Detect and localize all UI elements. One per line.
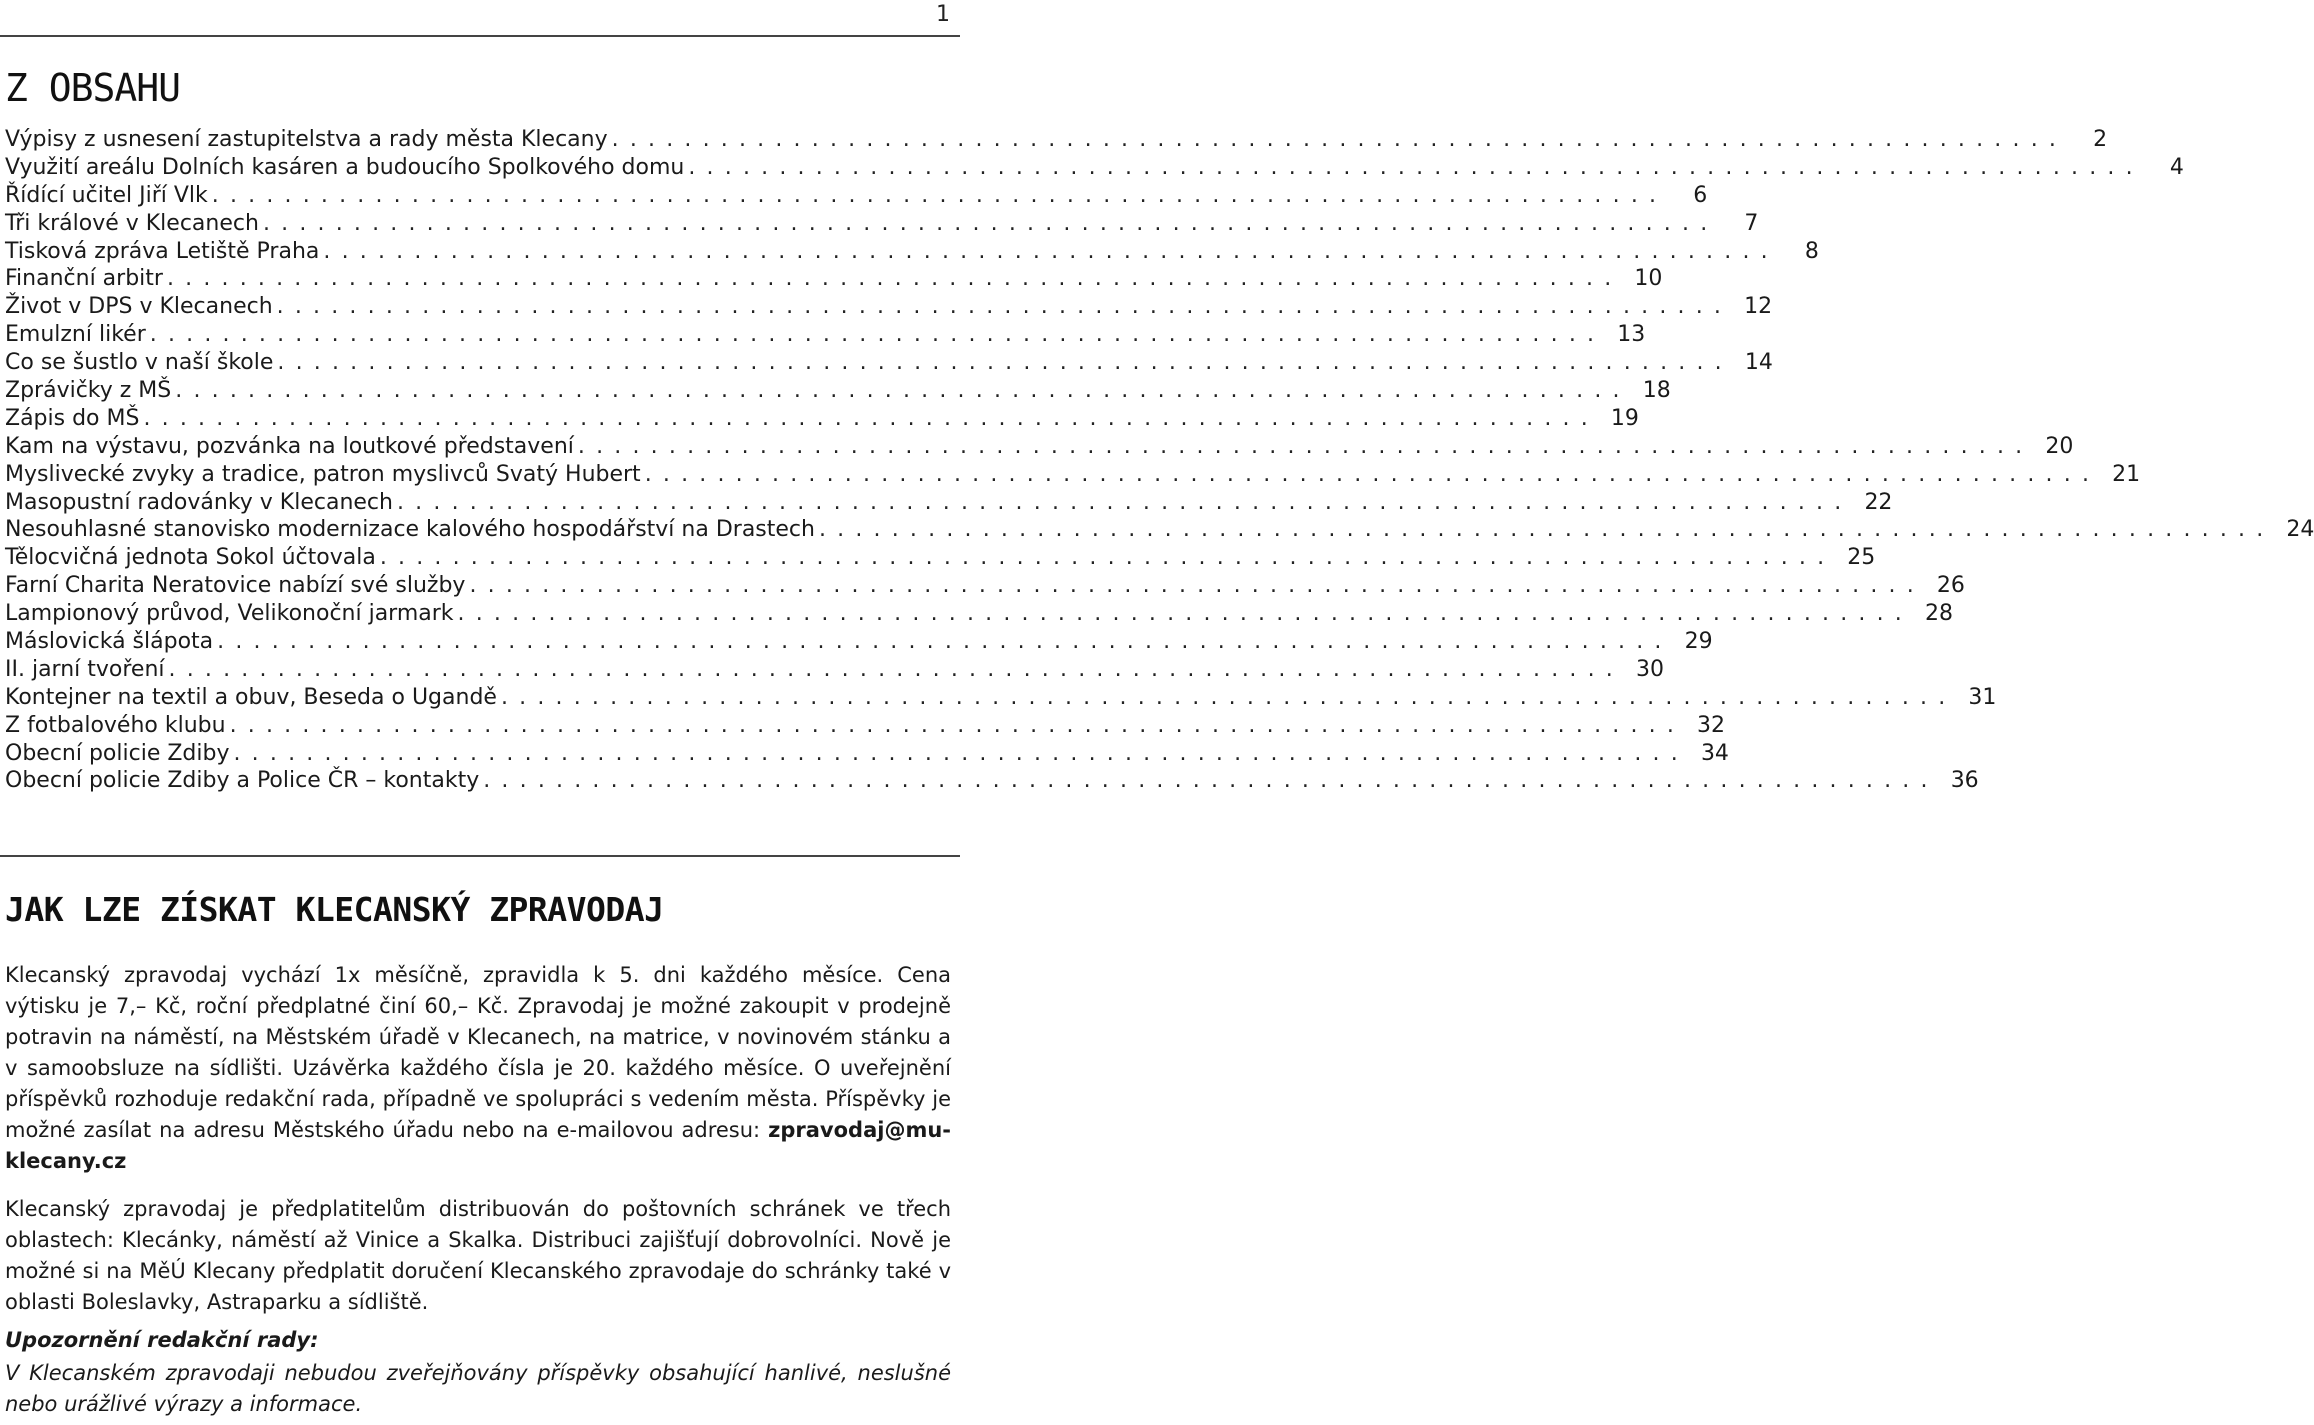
toc-item-title: Máslovická šlápota xyxy=(5,629,214,655)
toc-leader-dots: ................................................................................ xyxy=(500,684,1957,710)
toc-item-page: 32 xyxy=(1697,712,1726,738)
page-number: 1 xyxy=(936,2,950,27)
toc-leader-dots: ................................................................................ xyxy=(611,127,2068,152)
toc-item-title: Řídící učitel Jiří Vlk xyxy=(5,182,208,208)
toc-leader-dots: ................................................................................ xyxy=(469,573,1925,599)
toc-item-title: Život v DPS v Klecanech xyxy=(5,294,273,320)
toc-item[interactable] xyxy=(5,182,1708,210)
toc-item[interactable] xyxy=(5,154,2184,182)
toc-item-page: 4 xyxy=(2169,154,2184,180)
subscription-paragraph-1 xyxy=(5,960,951,1177)
toc-item-title: Tělocvičná jednota Sokol účtovala xyxy=(5,545,376,571)
toc-item-title: II. jarní tvoření xyxy=(5,656,165,682)
toc-item[interactable] xyxy=(5,126,2108,154)
toc-item[interactable] xyxy=(5,628,1713,656)
toc-leader-dots: ................................................................................ xyxy=(577,433,2034,459)
toc-item-title: Tisková zpráva Letiště Praha xyxy=(5,238,320,264)
toc-item-page: 29 xyxy=(1684,629,1713,655)
toc-item-page: 25 xyxy=(1847,545,1876,571)
toc-leader-dots: ................................................................................ xyxy=(379,545,1836,571)
toc-item-title: Masopustní radovánky v Klecanech xyxy=(5,489,393,515)
toc-item[interactable] xyxy=(5,740,1729,768)
toc-item[interactable] xyxy=(5,656,1664,684)
toc-item-page: 28 xyxy=(1925,601,1953,627)
toc-item-title: Z fotbalového klubu xyxy=(5,712,226,738)
toc-item-title: Výpisy z usnesení zastupitelstva a rady města Klecany xyxy=(5,127,608,152)
toc-item[interactable] xyxy=(5,516,2314,544)
toc-item-page: 24 xyxy=(2286,517,2314,543)
toc-item-page: 30 xyxy=(1635,656,1664,682)
email-link[interactable]: zpravodaj@mu-klecany.cz xyxy=(5,1118,951,1173)
toc-item[interactable] xyxy=(5,377,1671,405)
toc-item-title: Lampionový průvod, Velikonoční jarmark xyxy=(5,601,454,627)
toc-leader-dots: ................................................................................ xyxy=(276,294,1733,320)
toc-item[interactable] xyxy=(5,572,1965,600)
toc-item-title: Zápis do MŠ xyxy=(5,405,140,431)
toc-item[interactable] xyxy=(5,265,1663,293)
toc-item[interactable] xyxy=(5,405,1639,433)
toc-item[interactable] xyxy=(5,489,1893,517)
toc-item[interactable] xyxy=(5,293,1773,321)
toc-item-page: 14 xyxy=(1744,350,1773,376)
distribution-paragraph: Klecanský zpravodaj je předplatitelům distribuován do poštovních schránek ve třech oblastech: Klecánky, náměstí až Vinice a Skalka. Distribuci zajišťují dobrovolníci. Nově je možné si na MěÚ Klecany předplatit doručení Klecanského zpravodaje do schránky také v oblasti Boleslavky, Astraparku a sídliště. xyxy=(5,1197,951,1314)
toc-item[interactable] xyxy=(5,712,1726,740)
toc-item-page: 8 xyxy=(1804,238,1819,264)
toc-item-page: 6 xyxy=(1693,182,1708,208)
toc-item-page: 20 xyxy=(2045,433,2074,459)
toc-item-page: 2 xyxy=(2093,127,2108,152)
toc-item-page: 13 xyxy=(1617,322,1646,348)
toc-item-page: 34 xyxy=(1700,740,1729,766)
toc-leader-dots: ................................................................................ xyxy=(175,378,1631,404)
toc-leader-dots: ................................................................................ xyxy=(168,656,1624,682)
toc-item-title: Myslivecké zvyky a tradice, patron myslivců Svatý Hubert xyxy=(5,461,641,487)
toc-item[interactable] xyxy=(5,321,1646,349)
toc-item-title: Emulzní likér xyxy=(5,322,146,348)
toc-leader-dots: ................................................................................ xyxy=(229,712,1686,738)
toc-item[interactable] xyxy=(5,684,1997,712)
toc-leader-dots: ................................................................................ xyxy=(323,238,1779,264)
toc-item-title: Tři králové v Klecanech xyxy=(5,210,259,236)
toc-leader-dots: ................................................................................ xyxy=(262,210,1719,236)
toc-item[interactable] xyxy=(5,349,1773,377)
toc-item-title: Zprávičky z MŠ xyxy=(5,378,172,404)
toc-item[interactable] xyxy=(5,600,1953,628)
toc-item-title: Obecní policie Zdiby a Police ČR – kontakty xyxy=(5,768,480,794)
toc-leader-dots: ................................................................................ xyxy=(396,489,1853,515)
toc-leader-dots: ................................................................................ xyxy=(644,461,2101,487)
toc-item-page: 36 xyxy=(1950,768,1979,794)
toc-leader-dots: ................................................................................ xyxy=(483,768,1939,794)
toc-item-title: Využití areálu Dolních kasáren a budoucího Spolkového domu xyxy=(5,154,685,180)
toc-leader-dots: ................................................................................ xyxy=(457,601,1913,627)
toc-item-title: Farní Charita Neratovice nabízí své služby xyxy=(5,573,466,599)
toc-item-title: Kontejner na textil a obuv, Beseda o Ugandě xyxy=(5,684,497,710)
toc-item[interactable] xyxy=(5,238,1819,266)
toc-leader-dots: ................................................................................ xyxy=(211,182,1668,208)
toc-item-title: Kam na výstavu, pozvánka na loutkové představení xyxy=(5,433,574,459)
toc-item-title: Finanční arbitr xyxy=(5,266,163,292)
toc-item-page: 21 xyxy=(2112,461,2141,487)
notice-title: Upozornění redakční rady: xyxy=(5,1328,319,1352)
section-divider xyxy=(0,855,960,857)
toc-item[interactable] xyxy=(5,461,2141,489)
top-rule xyxy=(0,35,960,37)
table-of-contents xyxy=(5,126,2314,795)
toc-leader-dots: ................................................................................ xyxy=(688,154,2144,180)
toc-item-title: Nesouhlasné stanovisko modernizace kalového hospodářství na Drastech xyxy=(5,517,815,543)
contents-heading: Z OBSAHU xyxy=(5,66,181,110)
subscription-heading: JAK LZE ZÍSKAT KLECANSKÝ ZPRAVODAJ xyxy=(5,890,664,929)
notice-text: V Klecanském zpravodaji nebudou zveřejňovány příspěvky obsahující hanlivé, neslušné nebo urážlivé výrazy a informace. xyxy=(5,1361,951,1416)
toc-item-page: 22 xyxy=(1864,489,1893,515)
toc-item-page: 7 xyxy=(1744,210,1759,236)
toc-item[interactable] xyxy=(5,544,1876,572)
toc-item-page: 26 xyxy=(1936,573,1965,599)
toc-item[interactable] xyxy=(5,767,1979,795)
toc-item[interactable] xyxy=(5,210,1759,238)
toc-item-page: 18 xyxy=(1642,378,1671,404)
toc-item[interactable] xyxy=(5,433,2074,461)
toc-leader-dots: ................................................................................ xyxy=(217,629,1673,655)
toc-item-page: 19 xyxy=(1610,405,1639,431)
toc-item-title: Obecní policie Zdiby xyxy=(5,740,230,766)
toc-leader-dots: ................................................................................ xyxy=(233,740,1689,766)
toc-item-page: 10 xyxy=(1634,266,1663,292)
toc-item-title: Co se šustlo v naší škole xyxy=(5,350,274,376)
toc-leader-dots: ................................................................................ xyxy=(166,266,1623,292)
subscription-text: Klecanský zpravodaj vychází 1x měsíčně, zpravidla k 5. dni každého měsíce. Cena výtisku je 7,– Kč, roční předplatné činí 60,– Kč. Zpravodaj je možné zakoupit v prodejně potravin na náměstí, na Městském úřadě v Klecanech, na matrice, v novinovém stánku a v samoobsluze na sídlišti. Uzávěrka každého čísla je 20. každého měsíce. O uveřejnění příspěvků rozhoduje redakční rada, případně ve spolupráci s vedením města. Příspěvky je možné zasílat na adresu Městského úřadu nebo na e-mailovou adresu: xyxy=(5,963,951,1142)
toc-leader-dots: ................................................................................ xyxy=(143,405,1599,431)
toc-item-page: 12 xyxy=(1744,294,1773,320)
toc-leader-dots: ................................................................................ xyxy=(818,517,2275,543)
toc-item-page: 31 xyxy=(1968,684,1997,710)
toc-leader-dots: ................................................................................ xyxy=(277,350,1733,376)
toc-leader-dots: ................................................................................ xyxy=(149,322,1606,348)
